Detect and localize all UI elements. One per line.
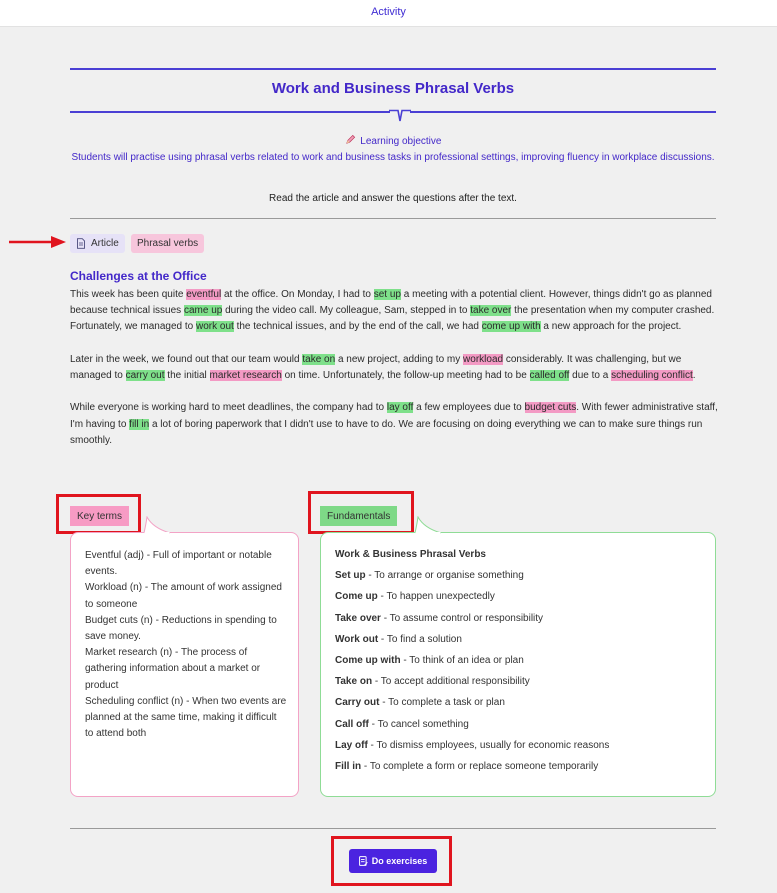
key-term-item: Scheduling conflict (n) - When two events are planned at the same time, making it difficult to attend both	[85, 695, 287, 740]
activity-tab[interactable]: Activity	[371, 6, 406, 18]
key-term-item: Workload (n) - The amount of work assigned to someone	[85, 582, 282, 610]
tag-article[interactable]	[70, 234, 125, 253]
top-bar	[0, 0, 777, 27]
article-title: Challenges at the Office	[70, 269, 207, 283]
learning-objective	[70, 134, 716, 166]
title-bottom-rule-right	[410, 111, 716, 113]
fundamentals-item: Take on - To accept additional responsibility	[335, 676, 530, 688]
tag-article-label: Article	[91, 238, 119, 249]
article-paragraph-2	[70, 352, 718, 384]
article-text: This week has been quite	[70, 289, 187, 300]
worksheet-icon	[359, 856, 368, 866]
article-text: considerably. It was challenging, but we managed to	[70, 353, 682, 381]
article-text: a few employees due to	[413, 402, 525, 414]
fundamentals-item: Set up - To arrange or organise something	[335, 570, 524, 582]
article-text: due to a	[569, 370, 612, 381]
fundamentals-heading: Work & Business Phrasal Verbs	[335, 549, 486, 560]
article-text: Later in the week, we found out that our team would	[70, 353, 303, 365]
page-title: Work and Business Phrasal Verbs	[271, 80, 515, 97]
title-bottom-rule-left	[70, 111, 390, 113]
instructions: Read the article and answer the questions after the text.	[269, 193, 517, 204]
highlight-phrasal-verb: come up with	[481, 321, 541, 333]
tag-phrasal-verbs[interactable]	[131, 234, 204, 253]
fundamentals-list	[335, 548, 705, 781]
article-text: during the video call. My colleague, Sam, stepped in to	[222, 305, 471, 317]
article-text: a new approach for the project.	[540, 321, 682, 333]
section-divider-bottom	[70, 828, 716, 829]
fundamentals-item: Carry out - To complete a task or plan	[335, 697, 505, 709]
objective-heading-text: Learning objective	[360, 136, 442, 147]
highlight-phrasal-verb: take on	[302, 353, 336, 365]
objective-heading	[70, 134, 716, 150]
highlight-phrasal-verb: fill in	[129, 418, 150, 430]
section-divider-top	[70, 218, 716, 219]
highlight-phrasal-verb: work out	[196, 321, 234, 333]
article-text: on time. Unfortunately, the follow-up meeting had to be	[281, 370, 530, 381]
fundamentals-item: Come up - To happen unexpectedly	[335, 591, 495, 603]
do-exercises-label: Do exercises	[371, 856, 428, 866]
key-terms-card-tail	[143, 516, 171, 534]
title-speech-notch	[389, 109, 411, 123]
key-terms-list	[85, 548, 287, 742]
article-text: a meeting with a potential client. However, things didn't go as planned because technical issues	[70, 289, 712, 317]
highlight-key-term: workload	[463, 353, 504, 365]
fundamentals-card-tail	[414, 516, 442, 534]
article-text: . With fewer administrative staff, I'm having to	[70, 402, 718, 430]
article-text: a lot of boring paperwork that I didn't use to have to do. We are focusing on doing everything we can to make sure things run smoothly.	[70, 418, 703, 446]
article-text: the technical issues, and by the end of the call, we had	[233, 321, 482, 333]
highlight-phrasal-verb: lay off	[386, 402, 414, 414]
article-text: the presentation when my computer crashed. Fortunately, we managed to	[70, 305, 715, 333]
highlight-key-term: eventful	[186, 289, 222, 300]
fundamentals-item: Call off - To cancel something	[335, 718, 469, 730]
key-term-item: Market research (n) - The process of gathering information about a market or product	[85, 647, 261, 691]
highlight-key-term: budget cuts	[524, 402, 577, 414]
highlight-phrasal-verb: take over	[470, 305, 512, 317]
highlight-key-term: market research	[209, 370, 282, 381]
fundamentals-chip: Fundamentals	[320, 506, 397, 526]
highlight-phrasal-verb: called off	[529, 370, 570, 381]
highlight-key-term: scheduling conflict	[611, 370, 693, 381]
article-text: .	[692, 370, 696, 381]
highlight-phrasal-verb: set up	[373, 289, 401, 300]
key-term-item: Eventful (adj) - Full of important or notable events.	[85, 550, 272, 578]
fundamentals-item: Fill in - To complete a form or replace someone temporarily	[335, 760, 599, 772]
article-body	[70, 287, 718, 465]
fundamentals-item: Lay off - To dismiss employees, usually for economic reasons	[335, 739, 610, 751]
fundamentals-item: Come up with - To think of an idea or plan	[335, 654, 524, 666]
article-paragraph-3	[70, 400, 718, 449]
red-arrow-icon	[9, 235, 67, 249]
key-term-item: Budget cuts (n) - Reductions in spending to save money.	[85, 614, 277, 643]
article-text: a new project, adding to my	[335, 353, 464, 365]
highlight-phrasal-verb: carry out	[125, 370, 165, 381]
document-icon	[76, 238, 86, 249]
article-text: While everyone is working hard to meet deadlines, the company had to	[70, 402, 387, 414]
article-text: the initial	[164, 370, 210, 381]
title-top-rule	[70, 68, 716, 70]
article-paragraph-1	[70, 287, 718, 336]
fundamentals-item: Take over - To assume control or responsibility	[335, 612, 544, 624]
tag-phrasal-label: Phrasal verbs	[137, 238, 199, 249]
do-exercises-button[interactable]	[349, 849, 437, 873]
pencil-icon	[345, 134, 356, 145]
highlight-phrasal-verb: came up	[183, 305, 223, 317]
fundamentals-item: Work out - To find a solution	[335, 633, 462, 645]
article-text: at the office. On Monday, I had to	[221, 289, 374, 300]
key-terms-chip: Key terms	[70, 506, 129, 526]
objective-text: Students will practise using phrasal verbs related to work and business tasks in professional settings, improving fluency in workplace discussions.	[71, 152, 715, 163]
